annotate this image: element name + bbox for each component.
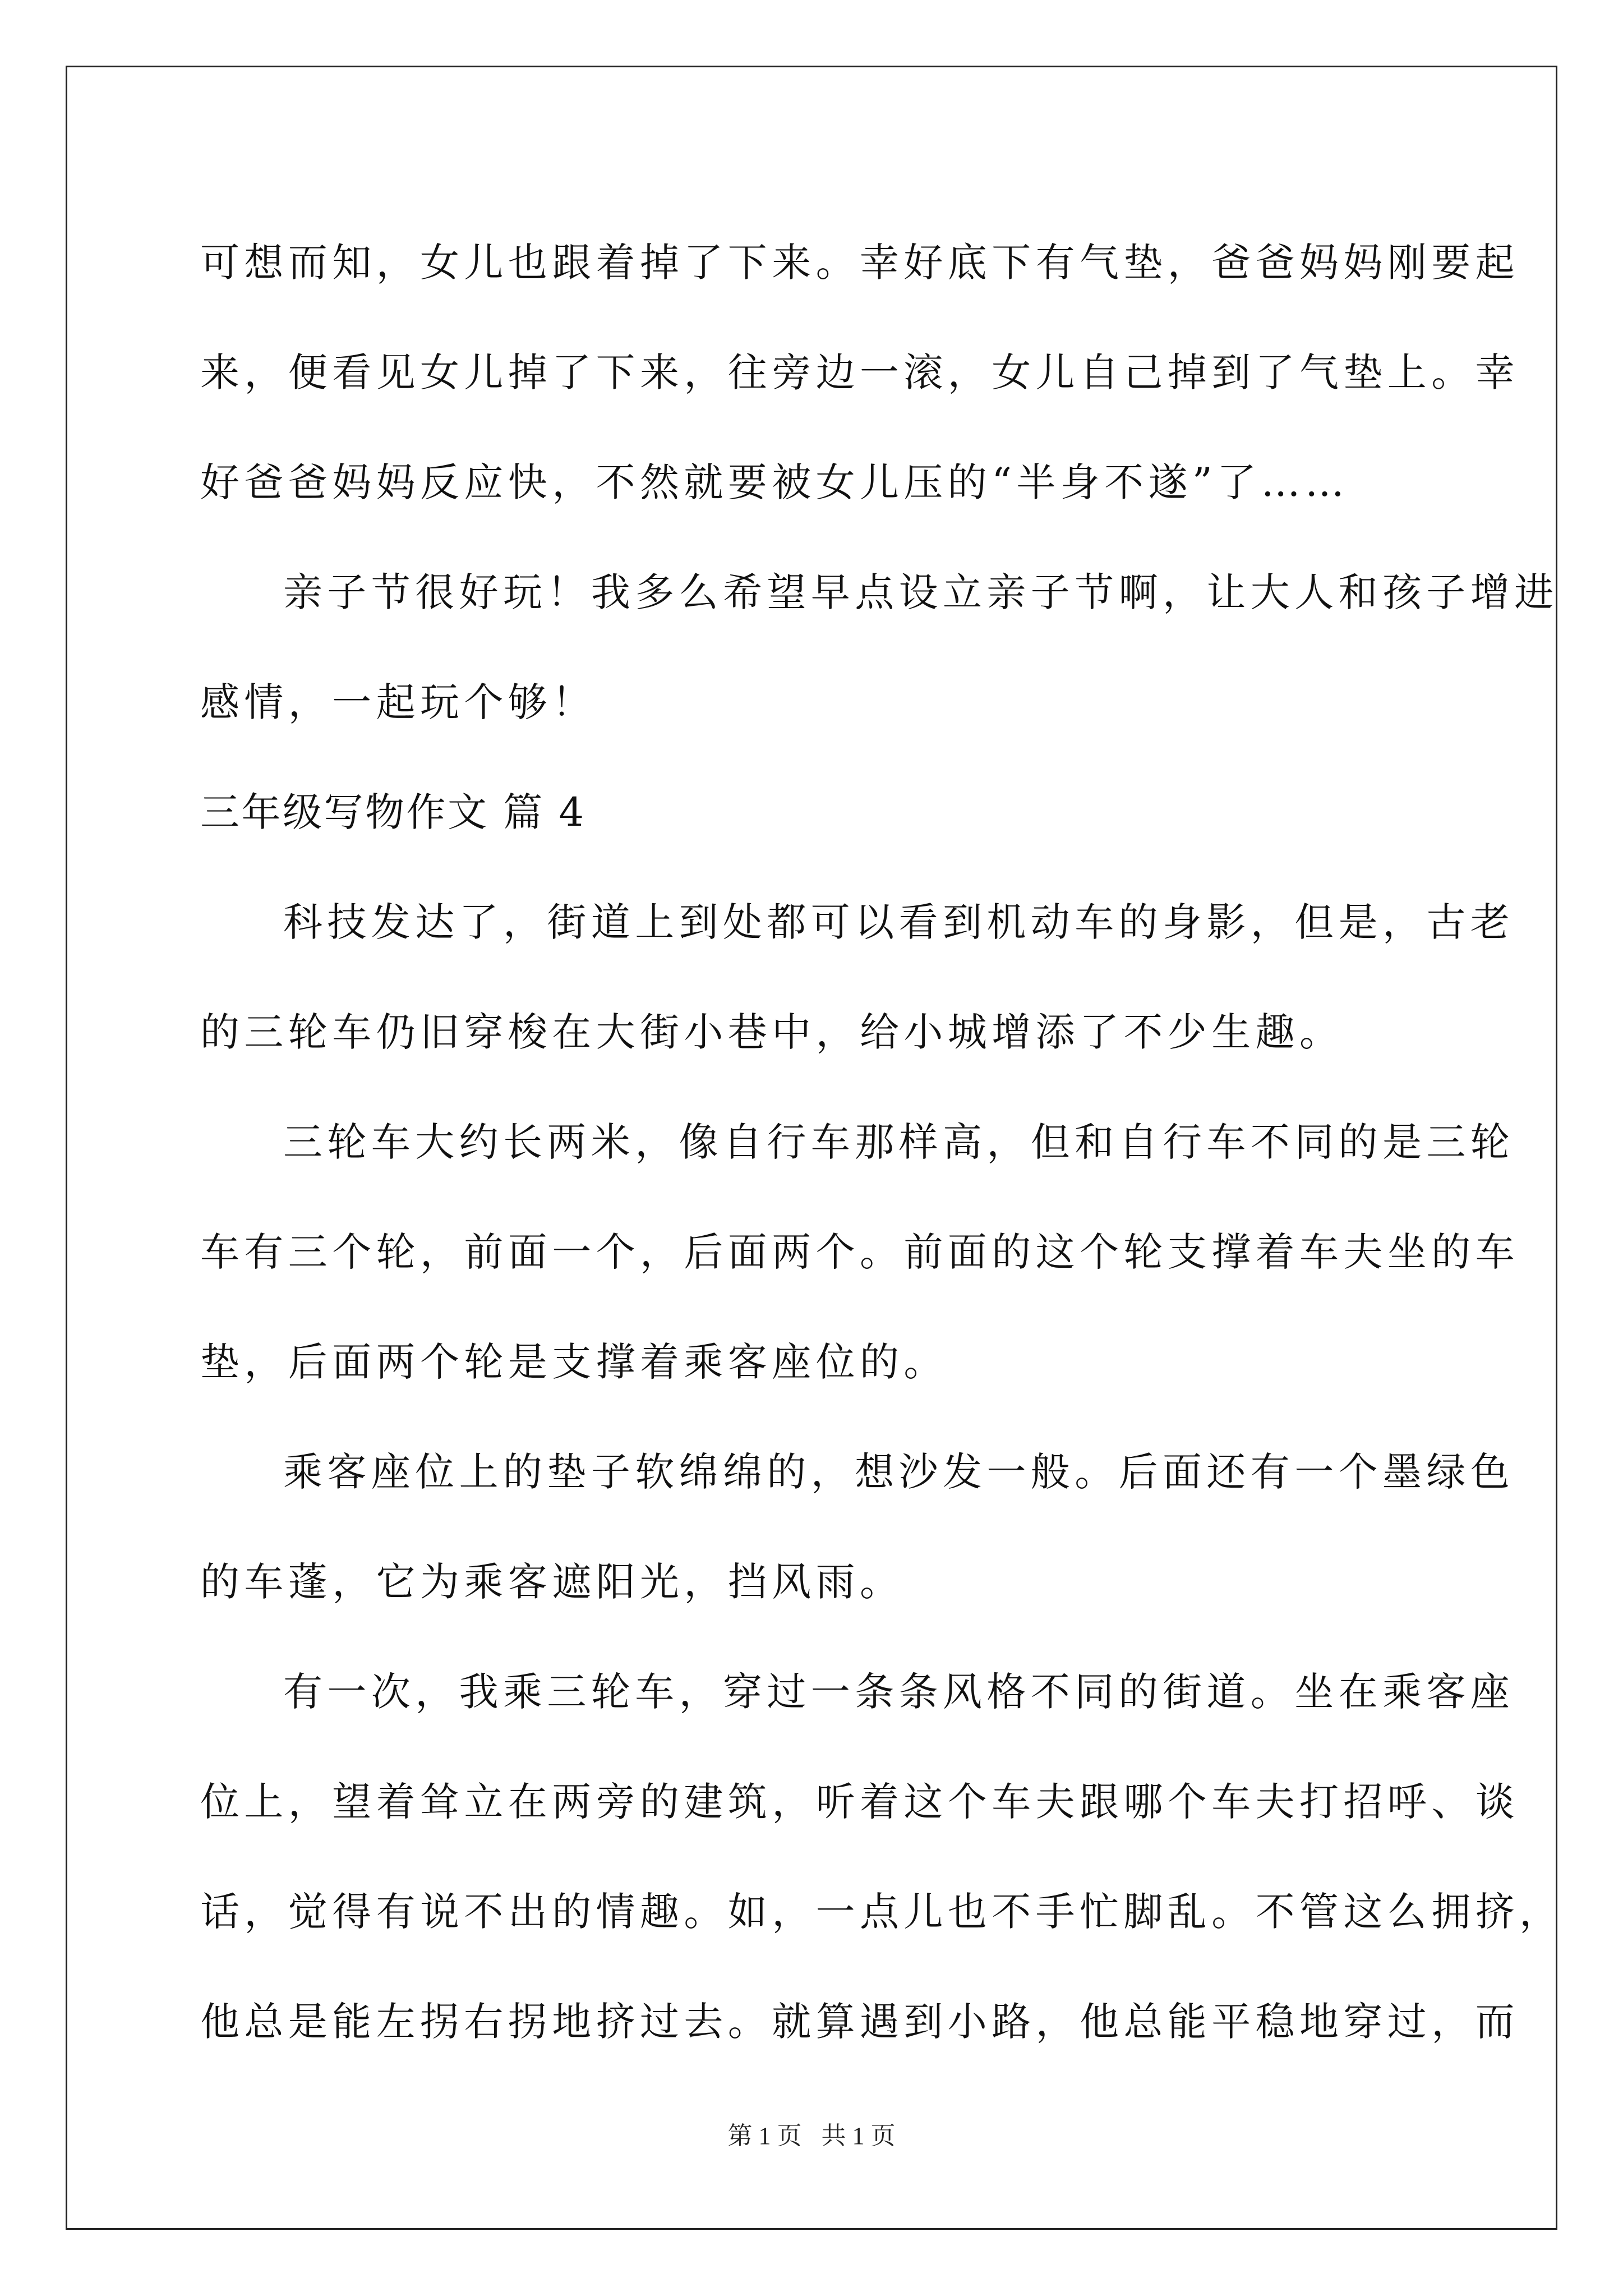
paragraph-first-line: 乘客座位上的垫子软绵绵的，想沙发一般。后面还有一个墨绿色: [283, 1449, 1515, 1495]
page-total: 共 1 页: [821, 2122, 896, 2150]
text-line: 可想而知，女儿也跟着掉了下来。幸好底下有气垫，爸爸妈妈刚要起: [200, 240, 1519, 286]
text-line: 的车蓬，它为乘客遮阳光，挡风雨。: [200, 1559, 904, 1605]
text-line: 位上，望着耸立在两旁的建筑，听着这个车夫跟哪个车夫打招呼、谈: [200, 1779, 1519, 1825]
text-line: 垫，后面两个轮是支撑着乘客座位的。: [200, 1339, 948, 1385]
text-line: 他总是能左拐右拐地挤过去。就算遇到小路，他总能平稳地穿过，而: [200, 1999, 1519, 2045]
paragraph-first-line: 三轮车大约长两米，像自行车那样高，但和自行车不同的是三轮: [283, 1119, 1515, 1165]
document-body: [200, 208, 1564, 2077]
text-line: 的三轮车仍旧穿梭在大街小巷中，给小城增添了不少生趣。: [200, 1009, 1344, 1055]
section-heading: 三年级写物作文 篇 4: [200, 789, 586, 835]
paragraph-first-line: 有一次，我乘三轮车，穿过一条条风格不同的街道。坐在乘客座: [283, 1669, 1515, 1715]
text-line: 好爸爸妈妈反应快，不然就要被女儿压的“半身不遂”了……: [200, 459, 1349, 505]
text-line: 话，觉得有说不出的情趣。如，一点儿也不手忙脚乱。不管这么拥挤，: [200, 1889, 1564, 1935]
text-line: 车有三个轮，前面一个，后面两个。前面的这个轮支撑着车夫坐的车: [200, 1229, 1519, 1275]
paragraph-first-line: 亲子节很好玩！我多么希望早点设立亲子节啊，让大人和孩子增进: [283, 569, 1559, 615]
text-line: 感情，一起玩个够！: [200, 679, 596, 725]
page-number: 第 1 页: [727, 2122, 802, 2150]
paragraph-first-line: 科技发达了，街道上到处都可以看到机动车的身影，但是，古老: [283, 899, 1515, 945]
text-line: 来，便看见女儿掉了下来，往旁边一滚，女儿自己掉到了气垫上。幸: [200, 349, 1519, 395]
page-footer: [0, 2119, 1623, 2153]
